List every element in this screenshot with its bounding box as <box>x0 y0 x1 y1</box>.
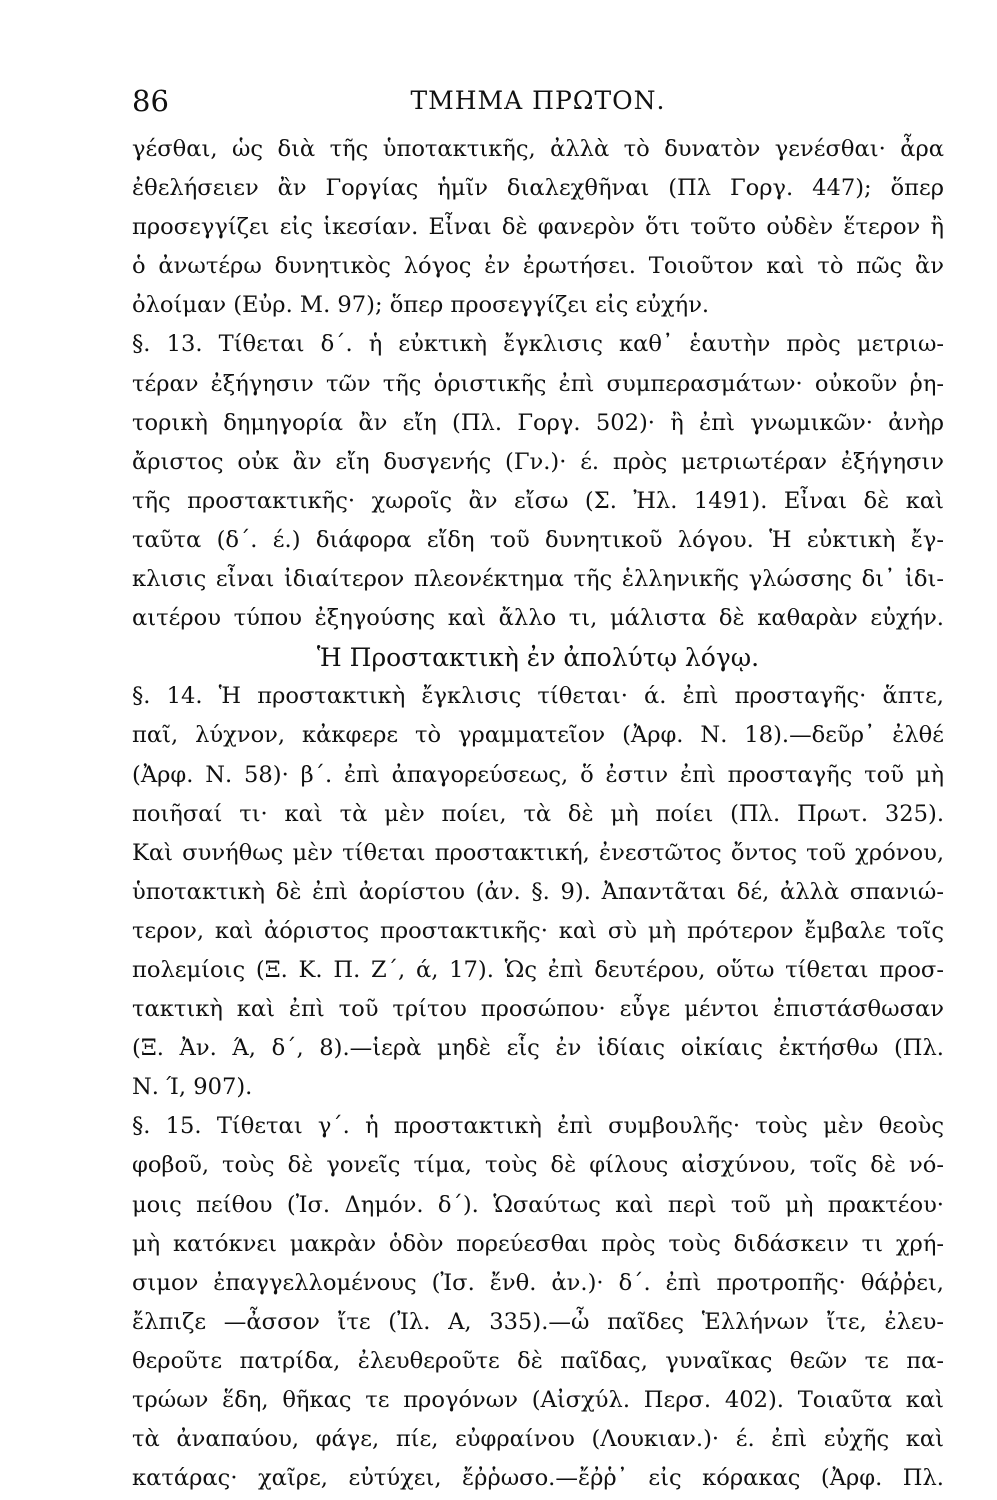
text-line: ὁ ἀνωτέρω δυνητικὸς λόγος ἐν ἐρωτήσει. Τοιοῦτον καὶ τὸ πῶς ἂν <box>132 253 944 280</box>
text-line: γέσθαι, ὡς διὰ τῆς ὑποτακτικῆς, ἀλλὰ τὸ δυνατὸν γενέσθαι· ἆρα <box>132 136 944 162</box>
page-header <box>132 84 944 124</box>
running-title: ΤΜΗΜΑ ΠΡΩΤΟΝ. <box>410 86 666 115</box>
text-line: §. 15. Τίθεται γ΄. ἡ προστακτικὴ ἐπὶ συμβουλῆς· τοὺς μὲν θεοὺς <box>132 1113 944 1140</box>
text-line: σιμον ἐπαγγελλομένους (Ἰσ. ἔνθ. ἀν.)· δ΄. ἐπὶ προτροπῆς· θάῤῥει, <box>132 1269 944 1296</box>
text-line: παῖ, λύχνον, κἀκφερε τὸ γραμματεῖον (Ἀρφ. Ν. 18).—δεῦρ᾽ ἐλθέ <box>132 722 944 749</box>
text-line: κατάρας· χαῖρε, εὐτύχει, ἔῤῥωσο.—ἔῤῥ᾽ εἰς κόρακας (Ἀρφ. Πλ. <box>132 1465 944 1492</box>
text-line: §. 13. Τίθεται δ΄. ἡ εὐκτικὴ ἔγκλισις καθ᾽ ἑαυτὴν πρὸς μετριω- <box>132 331 944 358</box>
page-number: 86 <box>132 84 169 118</box>
text-line: φοβοῦ, τοὺς δὲ γονεῖς τίμα, τοὺς δὲ φίλους αἰσχύνου, τοῖς δὲ νό- <box>132 1152 944 1179</box>
text-line: ποιῆσαί τι· καὶ τὰ μὲν ποίει, τὰ δὲ μὴ ποίει (Πλ. Πρωτ. 325). <box>132 800 944 827</box>
text-line: τέραν ἐξήγησιν τῶν τῆς ὁριστικῆς ἐπὶ συμπερασμάτων· οὐκοῦν ῥη- <box>132 370 944 397</box>
text-line: (Ἀρφ. Ν. 58)· β΄. ἐπὶ ἀπαγορεύσεως, ὅ ἐστιν ἐπὶ προσταγῆς τοῦ μὴ <box>132 761 944 788</box>
section-heading: Ἡ Προστακτικὴ ἐν ἀπολύτῳ λόγῳ. <box>316 643 760 673</box>
text-line: τὰ ἀναπαύου, φάγε, πίε, εὐφραίνου (Λουκιαν.)· έ. ἐπὶ εὐχῆς καὶ <box>132 1426 944 1453</box>
body-text <box>132 130 944 1498</box>
text-line: μοις πείθου (Ἰσ. Δημόν. δ΄). Ὡσαύτως καὶ περὶ τοῦ μὴ πρακτέου· <box>132 1191 944 1218</box>
text-line: ὑποτακτικὴ δὲ ἐπὶ ἀορίστου (ἀν. §. 9). Ἀπαντᾶται δέ, ἀλλὰ σπανιώ- <box>132 878 944 905</box>
text-line: ἄριστος οὐκ ἂν εἴη δυσγενής (Γν.)· έ. πρὸς μετριωτέραν ἐξήγησιν <box>132 448 944 475</box>
text-line: πολεμίοις (Ξ. Κ. Π. Ζ΄, ά, 17). Ὡς ἐπὶ δευτέρου, οὕτω τίθεται προσ- <box>132 956 944 983</box>
text-line: προσεγγίζει εἰς ἱκεσίαν. Εἶναι δὲ φανερὸν ὅτι τοῦτο οὐδὲν ἕτερον ἢ <box>132 214 944 241</box>
text-line: κλισις εἶναι ἰδιαίτερον πλεονέκτημα τῆς ἑλληνικῆς γλώσσης δι᾽ ἰδι- <box>132 566 944 593</box>
text-line: αιτέρου τύπου ἐξηγούσης καὶ ἄλλο τι, μάλιστα δὲ καθαρὰν εὐχήν. <box>132 605 944 632</box>
text-line: μὴ κατόκνει μακρὰν ὁδὸν πορεύεσθαι πρὸς τοὺς διδάσκειν τι χρή- <box>132 1230 944 1257</box>
text-line: τακτικὴ καὶ ἐπὶ τοῦ τρίτου προσώπου· εὖγε μέντοι ἐπιστάσθωσαν <box>132 996 944 1023</box>
text-line: Καὶ συνήθως μὲν τίθεται προστακτική, ἐνεστῶτος ὄντος τοῦ χρόνου, <box>132 839 944 866</box>
text-line: §. 14. Ἡ προστακτικὴ ἔγκλισις τίθεται· ά. ἐπὶ προσταγῆς· ἅπτε, <box>132 683 944 710</box>
text-line: ὀλοίμαν (Εὐρ. Μ. 97); ὅπερ προσεγγίζει εἰς εὐχήν. <box>132 292 710 319</box>
text-line: τρώων ἕδη, θῆκας τε προγόνων (Αἰσχύλ. Περσ. 402). Τοιαῦτα καὶ <box>132 1387 944 1413</box>
text-line: θεροῦτε πατρίδα, ἐλευθεροῦτε δὲ παῖδας, γυναῖκας θεῶν τε πα- <box>132 1347 944 1374</box>
text-line: τορικὴ δημηγορία ἂν εἴη (Πλ. Γοργ. 502)· ἢ ἐπὶ γνωμικῶν· ἀνὴρ <box>132 409 944 436</box>
text-line: τερον, καὶ ἀόριστος προστακτικῆς· καὶ σὺ μὴ πρότερον ἔμβαλε τοῖς <box>132 917 944 944</box>
text-line: (Ξ. Ἀν. Ά, δ΄, 8).—ἱερὰ μηδὲ εἷς ἐν ἰδίαις οἰκίαις ἐκτήσθω (Πλ. <box>132 1035 944 1062</box>
text-line: Ν. Ί, 907). <box>132 1074 253 1101</box>
text-line: ἐθελήσειεν ἂν Γοργίας ἡμῖν διαλεχθῆναι (Πλ Γοργ. 447); ὅπερ <box>132 175 944 202</box>
text-line: ταῦτα (δ΄. έ.) διάφορα εἴδη τοῦ δυνητικοῦ λόγου. Ἡ εὐκτικὴ ἔγ- <box>132 526 944 553</box>
text-line: τῆς προστακτικῆς· χωροῖς ἂν εἴσω (Σ. Ἠλ. 1491). Εἶναι δὲ καὶ <box>132 487 944 514</box>
text-line: ἔλπιζε —ἆσσον ἴτε (Ἰλ. Α, 335).—ὦ παῖδες Ἑλλήνων ἴτε, ἐλευ- <box>132 1308 944 1335</box>
